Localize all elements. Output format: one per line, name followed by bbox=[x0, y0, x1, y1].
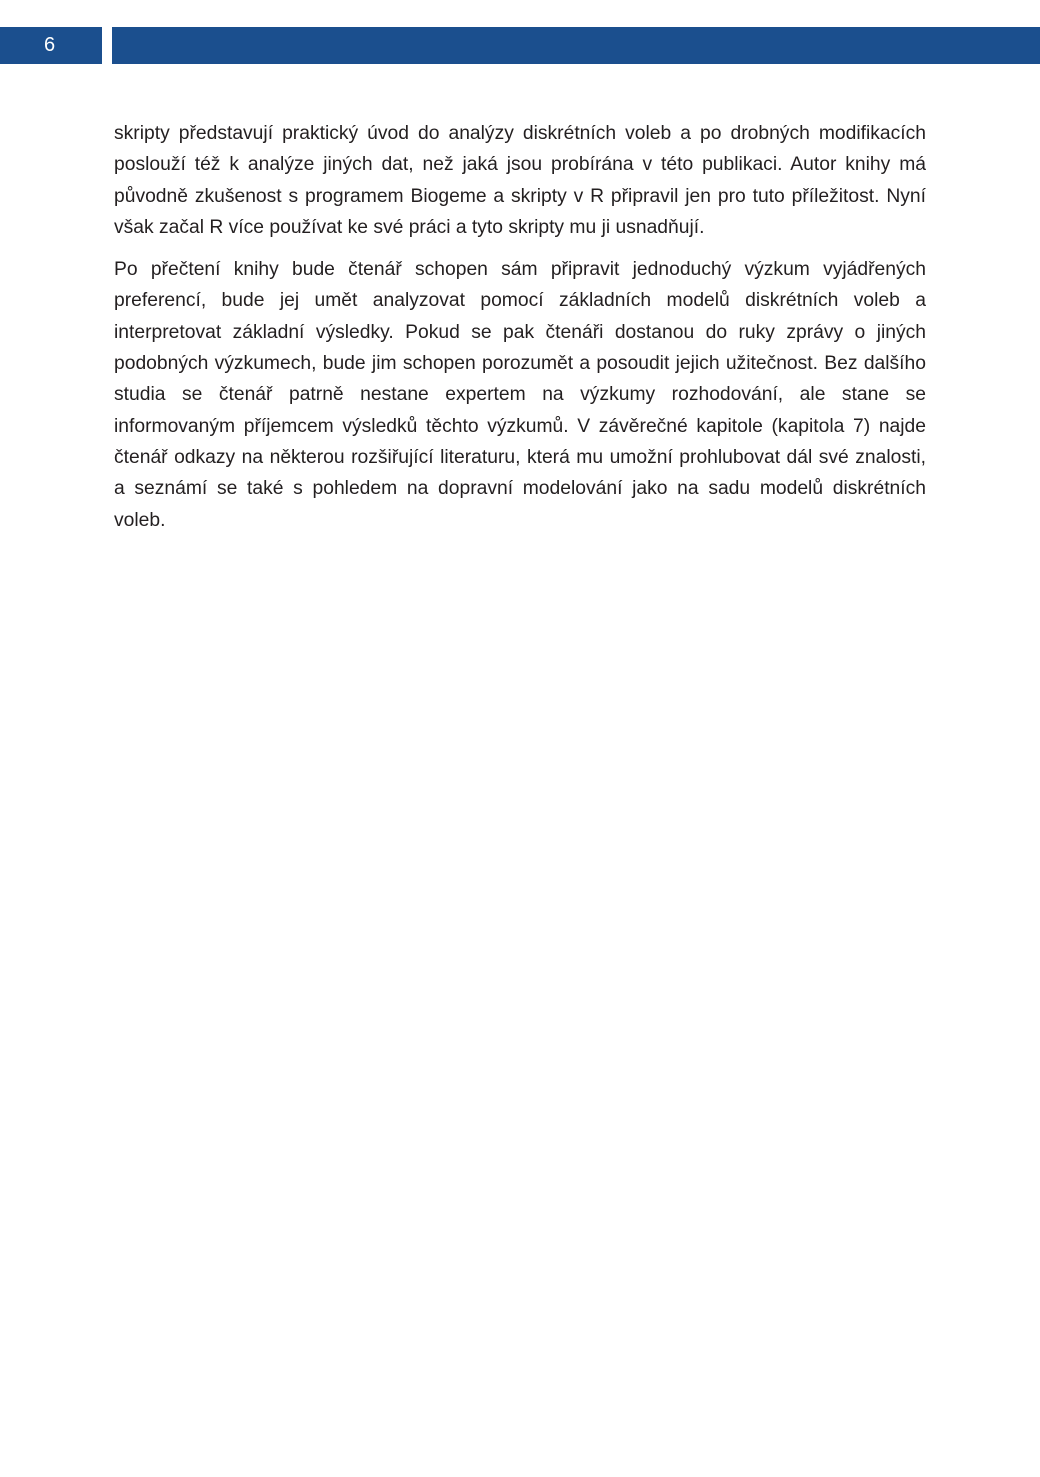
page-body bbox=[114, 118, 926, 547]
paragraph-2: Po přečtení knihy bude čtenář schopen sám připravit jednoduchý výzkum vyjádřených preferencí, bude jej umět analyzovat pomocí základních modelů diskrétních voleb a interpretovat základní výsledky. Pokud se pak čtenáři dostanou do ruky zprávy o jiných podobných výzkumech, bude jim schopen porozumět a posoudit jejich užitečnost. Bez dalšího studia se čtenář patrně nestane expertem na výzkumy rozhodování, ale stane se informovaným příjemcem výsledků těchto výzkumů. V závěrečné kapitole (kapitola 7) najde čtenář odkazy na některou rozšiřující literaturu, která mu umožní prohlubovat dál své znalosti, a seznámí se také s pohledem na dopravní modelování jako na sadu modelů diskrétních voleb. bbox=[114, 259, 926, 531]
page-number: 6 bbox=[0, 27, 102, 64]
paragraph-1: skripty představují praktický úvod do analýzy diskrétních voleb a po drobných modifikacích poslouží též k analýze jiných dat, než jaká jsou probírána v této publikaci. Autor knihy má původně zkušenost s programem Biogeme a skripty v R připravil jen pro tuto příležitost. Nyní však začal R více používat ke své práci a tyto skripty mu ji usnadňují. bbox=[114, 123, 926, 238]
page-header bbox=[0, 27, 1040, 64]
header-bar bbox=[112, 27, 1040, 64]
